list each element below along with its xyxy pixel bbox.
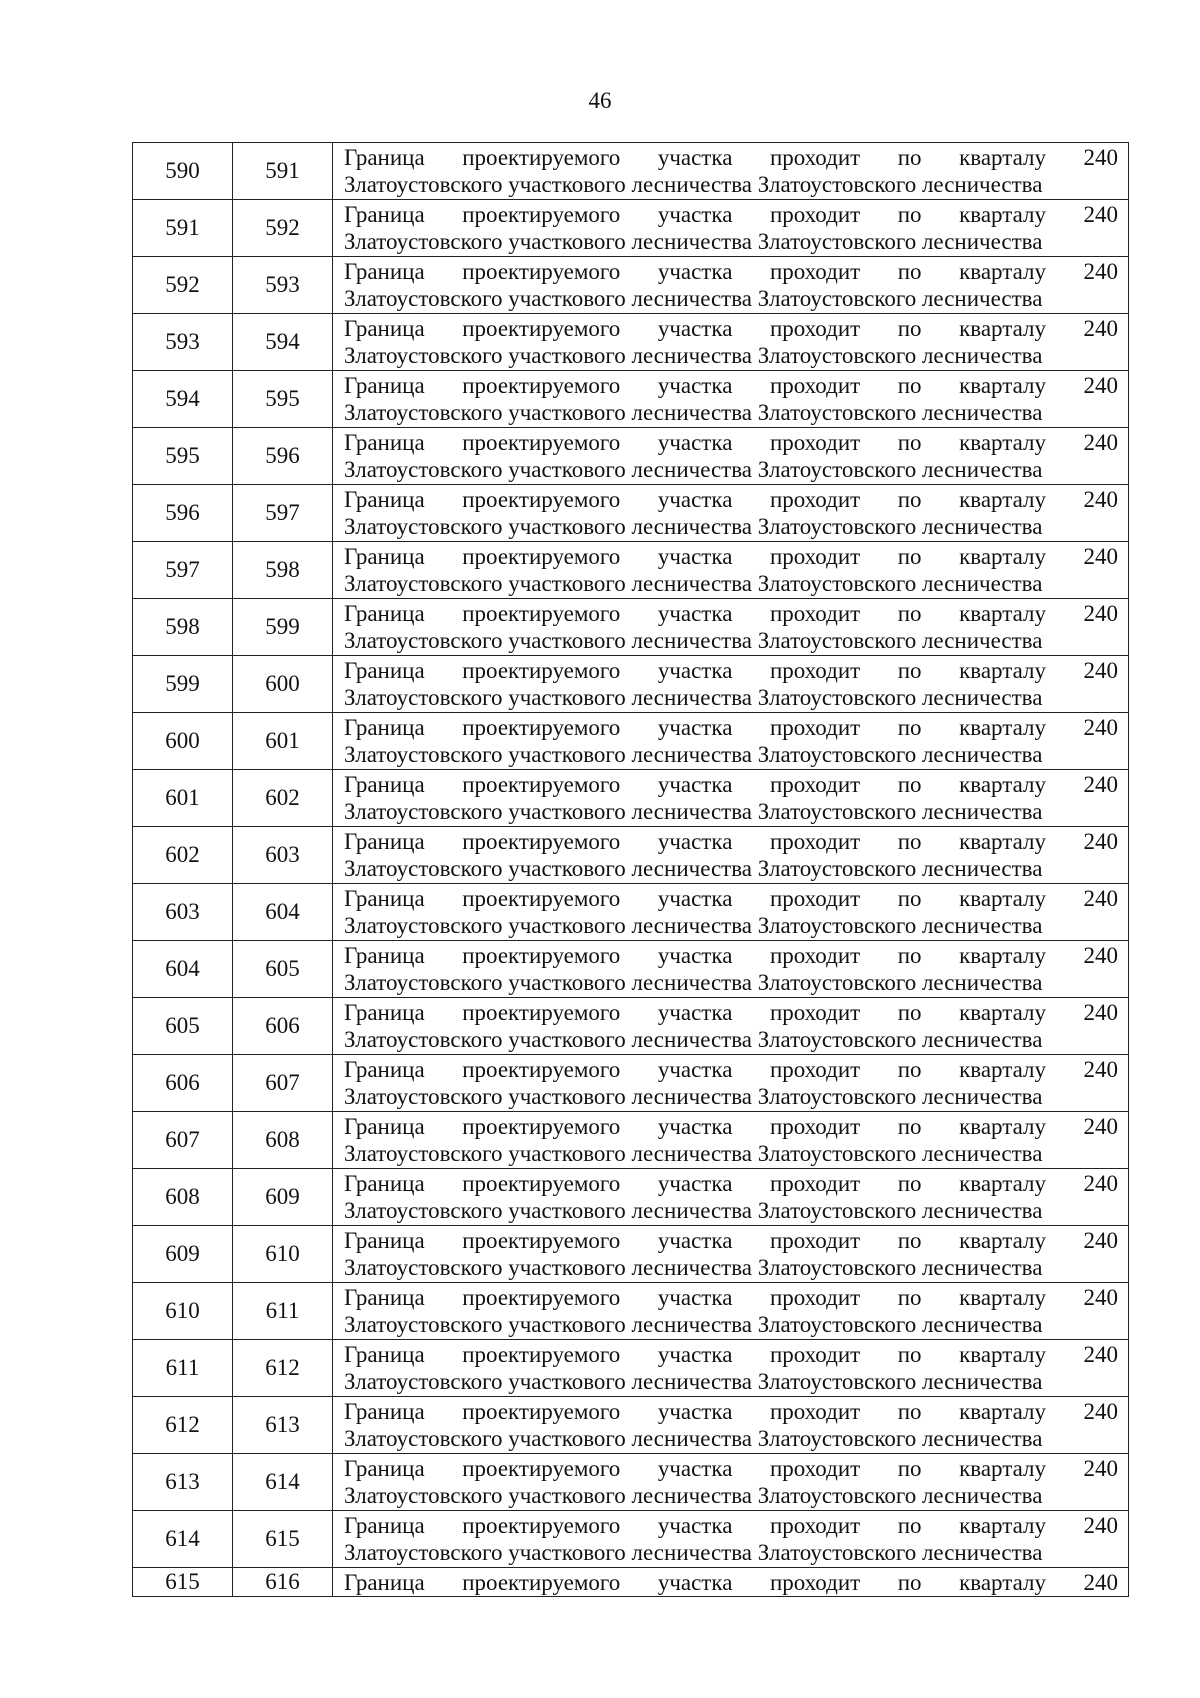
point-from-cell: 610 xyxy=(133,1283,233,1340)
point-to-cell: 614 xyxy=(233,1454,333,1511)
boundary-description-cell xyxy=(333,485,1129,542)
boundary-description-cell xyxy=(333,827,1129,884)
point-to-cell: 594 xyxy=(233,314,333,371)
point-to-cell: 608 xyxy=(233,1112,333,1169)
description-line-1: Граница проектируемого участка проходит по кварталу 240 xyxy=(344,1114,1118,1139)
point-from-cell: 607 xyxy=(133,1112,233,1169)
boundary-description-cell xyxy=(333,1283,1129,1340)
point-from-cell: 601 xyxy=(133,770,233,827)
description-line-1: Граница проектируемого участка проходит по кварталу 240 xyxy=(344,430,1118,455)
description-line-2: Златоустовского участкового лесничества Златоустовского лесничества xyxy=(344,343,1043,368)
description-line-1: Граница проектируемого участка проходит по кварталу 240 xyxy=(344,1342,1118,1367)
point-to-cell: 607 xyxy=(233,1055,333,1112)
point-from-cell: 602 xyxy=(133,827,233,884)
description-line-1: Граница проектируемого участка проходит по кварталу 240 xyxy=(344,1569,1118,1595)
point-from-cell: 608 xyxy=(133,1169,233,1226)
table-row xyxy=(133,770,1129,827)
description-line-1: Граница проектируемого участка проходит по кварталу 240 xyxy=(344,1057,1118,1082)
point-to-cell: 616 xyxy=(233,1568,333,1597)
table-row xyxy=(133,1169,1129,1226)
table-row xyxy=(133,428,1129,485)
boundary-description-cell xyxy=(333,542,1129,599)
table-row xyxy=(133,656,1129,713)
boundary-description-cell xyxy=(333,314,1129,371)
point-to-cell: 613 xyxy=(233,1397,333,1454)
boundary-description-cell xyxy=(333,1169,1129,1226)
point-to-cell: 598 xyxy=(233,542,333,599)
description-line-2: Златоустовского участкового лесничества Златоустовского лесничества xyxy=(344,1255,1043,1280)
description-line-2: Златоустовского участкового лесничества Златоустовского лесничества xyxy=(344,1540,1043,1565)
table-row xyxy=(133,1283,1129,1340)
table-row xyxy=(133,1397,1129,1454)
table-row xyxy=(133,941,1129,998)
boundary-description-cell xyxy=(333,1568,1129,1597)
table-row xyxy=(133,998,1129,1055)
description-line-2: Златоустовского участкового лесничества Златоустовского лесничества xyxy=(344,457,1043,482)
description-line-1: Граница проектируемого участка проходит по кварталу 240 xyxy=(344,487,1118,512)
point-from-cell: 605 xyxy=(133,998,233,1055)
table-row xyxy=(133,371,1129,428)
point-to-cell: 597 xyxy=(233,485,333,542)
description-line-2: Златоустовского участкового лесничества Златоустовского лесничества xyxy=(344,1027,1043,1052)
description-line-2: Златоустовского участкового лесничества Златоустовского лесничества xyxy=(344,1483,1043,1508)
description-line-1: Граница проектируемого участка проходит по кварталу 240 xyxy=(344,544,1118,569)
description-line-2: Златоустовского участкового лесничества Златоустовского лесничества xyxy=(344,1426,1043,1451)
point-to-cell: 605 xyxy=(233,941,333,998)
description-line-1: Граница проектируемого участка проходит по кварталу 240 xyxy=(344,1456,1118,1481)
description-line-2: Златоустовского участкового лесничества Златоустовского лесничества xyxy=(344,571,1043,596)
point-to-cell: 600 xyxy=(233,656,333,713)
table-row xyxy=(133,1055,1129,1112)
description-line-2: Златоустовского участкового лесничества Златоустовского лесничества xyxy=(344,970,1043,995)
description-line-1: Граница проектируемого участка проходит по кварталу 240 xyxy=(344,943,1118,968)
point-from-cell: 604 xyxy=(133,941,233,998)
point-to-cell: 591 xyxy=(233,143,333,200)
description-line-1: Граница проектируемого участка проходит по кварталу 240 xyxy=(344,772,1118,797)
point-from-cell: 612 xyxy=(133,1397,233,1454)
description-line-1: Граница проектируемого участка проходит по кварталу 240 xyxy=(344,316,1118,341)
point-to-cell: 604 xyxy=(233,884,333,941)
table-row xyxy=(133,1226,1129,1283)
page-number: 46 xyxy=(588,88,612,113)
table-row xyxy=(133,884,1129,941)
description-line-1: Граница проектируемого участка проходит по кварталу 240 xyxy=(344,259,1118,284)
description-line-1: Граница проектируемого участка проходит по кварталу 240 xyxy=(344,373,1118,398)
point-from-cell: 599 xyxy=(133,656,233,713)
table-row xyxy=(133,485,1129,542)
point-from-cell: 609 xyxy=(133,1226,233,1283)
boundary-description-cell xyxy=(333,941,1129,998)
point-to-cell: 601 xyxy=(233,713,333,770)
point-to-cell: 596 xyxy=(233,428,333,485)
description-line-1: Граница проектируемого участка проходит по кварталу 240 xyxy=(344,658,1118,683)
point-from-cell: 596 xyxy=(133,485,233,542)
description-line-2: Златоустовского участкового лесничества Златоустовского лесничества xyxy=(344,628,1043,653)
description-line-1: Граница проектируемого участка проходит по кварталу 240 xyxy=(344,145,1118,170)
description-line-1: Граница проектируемого участка проходит по кварталу 240 xyxy=(344,601,1118,626)
point-to-cell: 603 xyxy=(233,827,333,884)
description-line-1: Граница проектируемого участка проходит по кварталу 240 xyxy=(344,1228,1118,1253)
point-from-cell: 611 xyxy=(133,1340,233,1397)
boundary-description-cell xyxy=(333,656,1129,713)
point-to-cell: 599 xyxy=(233,599,333,656)
point-from-cell: 600 xyxy=(133,713,233,770)
table-row xyxy=(133,143,1129,200)
description-line-2: Златоустовского участкового лесничества Златоустовского лесничества xyxy=(344,1369,1043,1394)
description-line-1: Граница проектируемого участка проходит по кварталу 240 xyxy=(344,1285,1118,1310)
point-from-cell: 614 xyxy=(133,1511,233,1568)
boundary-description-cell xyxy=(333,428,1129,485)
description-line-1: Граница проектируемого участка проходит по кварталу 240 xyxy=(344,1000,1118,1025)
boundary-description-cell xyxy=(333,1112,1129,1169)
boundary-table xyxy=(132,142,1129,1597)
boundary-description-cell xyxy=(333,1226,1129,1283)
point-to-cell: 610 xyxy=(233,1226,333,1283)
point-to-cell: 609 xyxy=(233,1169,333,1226)
description-line-2: Златоустовского участкового лесничества Златоустовского лесничества xyxy=(344,172,1043,197)
boundary-description-cell xyxy=(333,713,1129,770)
description-line-2: Златоустовского участкового лесничества Златоустовского лесничества xyxy=(344,1312,1043,1337)
point-from-cell: 592 xyxy=(133,257,233,314)
table-row xyxy=(133,542,1129,599)
boundary-description-cell xyxy=(333,1340,1129,1397)
table-row-partial xyxy=(133,1568,1129,1597)
description-line-2: Златоустовского участкового лесничества Златоустовского лесничества xyxy=(344,742,1043,767)
point-from-cell: 590 xyxy=(133,143,233,200)
table-body xyxy=(133,143,1129,1597)
point-from-cell: 603 xyxy=(133,884,233,941)
boundary-description-cell xyxy=(333,257,1129,314)
point-from-cell: 606 xyxy=(133,1055,233,1112)
table-row xyxy=(133,827,1129,884)
boundary-description-cell xyxy=(333,884,1129,941)
point-from-cell: 593 xyxy=(133,314,233,371)
description-line-2: Златоустовского участкового лесничества Златоустовского лесничества xyxy=(344,913,1043,938)
description-line-1: Граница проектируемого участка проходит по кварталу 240 xyxy=(344,886,1118,911)
point-to-cell: 602 xyxy=(233,770,333,827)
point-to-cell: 615 xyxy=(233,1511,333,1568)
boundary-description-cell xyxy=(333,1511,1129,1568)
point-from-cell: 613 xyxy=(133,1454,233,1511)
description-line-2: Златоустовского участкового лесничества Златоустовского лесничества xyxy=(344,514,1043,539)
table-row xyxy=(133,314,1129,371)
description-line-2: Златоустовского участкового лесничества Златоустовского лесничества xyxy=(344,685,1043,710)
table-row xyxy=(133,1340,1129,1397)
table-row xyxy=(133,713,1129,770)
point-from-cell: 594 xyxy=(133,371,233,428)
table-row xyxy=(133,599,1129,656)
description-line-1: Граница проектируемого участка проходит по кварталу 240 xyxy=(344,1513,1118,1538)
description-line-2: Златоустовского участкового лесничества Златоустовского лесничества xyxy=(344,1141,1043,1166)
point-from-cell: 591 xyxy=(133,200,233,257)
boundary-description-cell xyxy=(333,1454,1129,1511)
point-to-cell: 593 xyxy=(233,257,333,314)
boundary-description-cell xyxy=(333,371,1129,428)
point-to-cell: 592 xyxy=(233,200,333,257)
boundary-description-cell xyxy=(333,770,1129,827)
table-row xyxy=(133,257,1129,314)
description-line-1: Граница проектируемого участка проходит по кварталу 240 xyxy=(344,202,1118,227)
point-from-cell: 597 xyxy=(133,542,233,599)
point-from-cell: 598 xyxy=(133,599,233,656)
description-line-1: Граница проектируемого участка проходит по кварталу 240 xyxy=(344,715,1118,740)
description-line-1: Граница проектируемого участка проходит по кварталу 240 xyxy=(344,1171,1118,1196)
point-to-cell: 595 xyxy=(233,371,333,428)
description-line-2: Златоустовского участкового лесничества Златоустовского лесничества xyxy=(344,1084,1043,1109)
boundary-description-cell xyxy=(333,1055,1129,1112)
boundary-description-cell xyxy=(333,200,1129,257)
boundary-description-cell xyxy=(333,1397,1129,1454)
point-to-cell: 606 xyxy=(233,998,333,1055)
description-line-2: Златоустовского участкового лесничества Златоустовского лесничества xyxy=(344,229,1043,254)
boundary-description-cell xyxy=(333,998,1129,1055)
table-row xyxy=(133,1112,1129,1169)
description-line-1: Граница проектируемого участка проходит по кварталу 240 xyxy=(344,1399,1118,1424)
table-row xyxy=(133,1454,1129,1511)
point-from-cell: 595 xyxy=(133,428,233,485)
table-row xyxy=(133,200,1129,257)
description-line-2: Златоустовского участкового лесничества Златоустовского лесничества xyxy=(344,400,1043,425)
boundary-description-cell xyxy=(333,143,1129,200)
description-line-2: Златоустовского участкового лесничества Златоустовского лесничества xyxy=(344,1198,1043,1223)
description-line-2: Златоустовского участкового лесничества Златоустовского лесничества xyxy=(344,799,1043,824)
point-to-cell: 612 xyxy=(233,1340,333,1397)
description-line-2: Златоустовского участкового лесничества Златоустовского лесничества xyxy=(344,856,1043,881)
description-line-2: Златоустовского участкового лесничества Златоустовского лесничества xyxy=(344,286,1043,311)
point-to-cell: 611 xyxy=(233,1283,333,1340)
table-row xyxy=(133,1511,1129,1568)
boundary-description-cell xyxy=(333,599,1129,656)
point-from-cell: 615 xyxy=(133,1568,233,1597)
description-line-1: Граница проектируемого участка проходит по кварталу 240 xyxy=(344,829,1118,854)
